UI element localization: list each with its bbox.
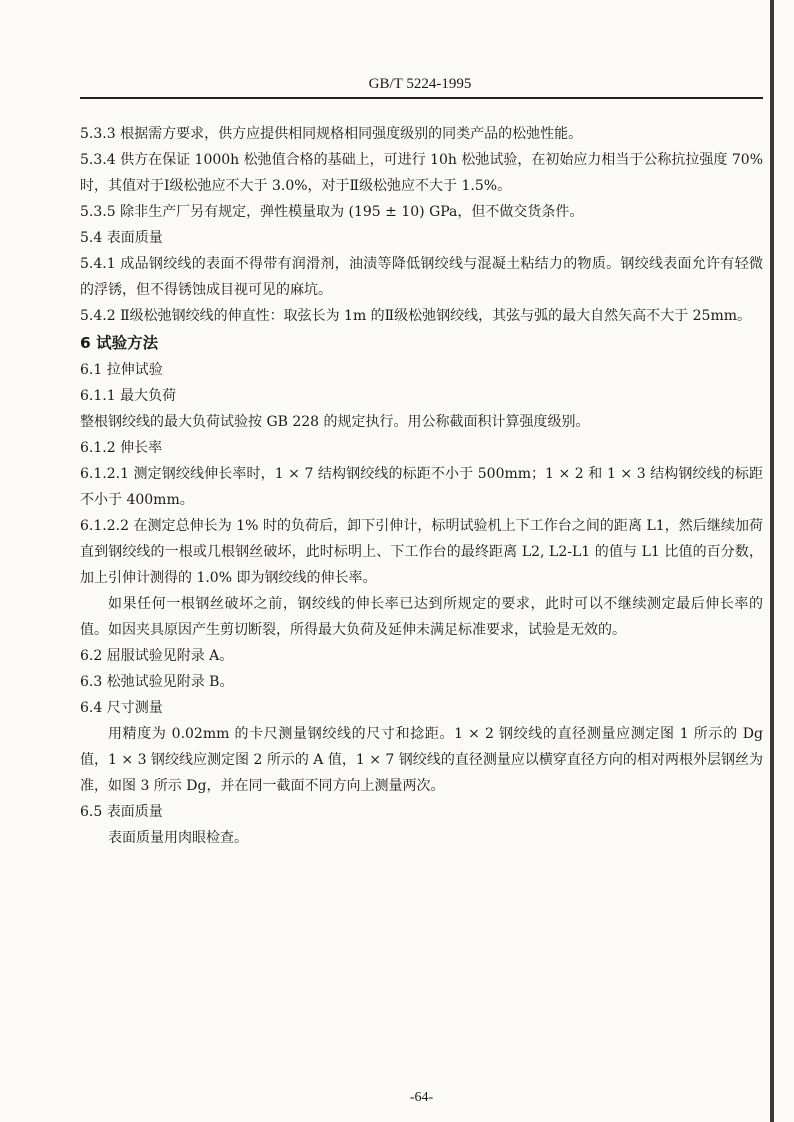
clause-6-1-2-2: 6.1.2.2 在测定总伸长为 1% 时的负荷后，卸下引伸计，标明试验机上下工作台之间的距离 L1，然后继续加荷直到钢绞线的一根或几根钢丝破坏，此时标明上、下工作台的最终距离 L2, L2-L1 的值与 L1 比值的百分数，加上引伸计测得的 1.0% 即为钢绞线的伸长率。 <box>80 518 763 586</box>
clause-6-1-2-2-continued: 如果任何一根钢丝破坏之前，钢绞线的伸长率已达到所规定的要求，此时可以不继续测定最后伸长率的值。如因夹具原因产生剪切断裂，所得最大负荷及延伸未满足标准要求，试验是无效的。 <box>80 596 763 638</box>
document-body <box>80 121 763 851</box>
clause-6-5-body: 表面质量用肉眼检查。 <box>108 830 248 846</box>
clause-6-1-2-heading: 6.1.2 伸长率 <box>80 440 163 456</box>
clause-6-2: 6.2 屈服试验见附录 A。 <box>80 648 234 664</box>
clause-6-1-1-body: 整根钢绞线的最大负荷试验按 GB 228 的规定执行。用公称截面积计算强度级别。 <box>80 414 590 430</box>
header-rule <box>80 97 763 99</box>
page-header: GB/T 5224-1995 <box>368 76 472 92</box>
clause-6-3: 6.3 松弛试验见附录 B。 <box>80 674 234 690</box>
clause-5-4-1: 5.4.1 成品钢绞线的表面不得带有润滑剂，油渍等降低钢绞线与混凝土粘结力的物质。钢绞线表面允许有轻微的浮锈，但不得锈蚀成目视可见的麻坑。 <box>80 256 763 298</box>
clause-6-1-2-1: 6.1.2.1 测定钢绞线伸长率时，1 × 7 结构钢绞线的标距不小于 500mm；1 × 2 和 1 × 3 结构钢绞线的标距不小于 400mm。 <box>80 466 763 508</box>
scan-edge <box>770 0 774 1122</box>
clause-5-4-heading: 5.4 表面质量 <box>80 230 163 246</box>
clause-6-4-body: 用精度为 0.02mm 的卡尺测量钢绞线的尺寸和捻距。1 × 2 钢绞线的直径测量应测定图 1 所示的 Dg 值，1 × 3 钢绞线应测定图 2 所示的 A 值，1 × 7 钢绞线的直径测量应以横穿直径方向的相对两根外层钢丝为准，如图 3 所示 Dg，并在同一截面不同方向上测量两次。 <box>80 726 763 794</box>
clause-6-1-heading: 6.1 拉伸试验 <box>80 362 163 378</box>
clause-5-3-3: 5.3.3 根据需方要求，供方应提供相同规格相同强度级别的同类产品的松弛性能。 <box>80 126 583 142</box>
clause-6-4-heading: 6.4 尺寸测量 <box>80 700 163 716</box>
clause-5-3-4: 5.3.4 供方在保证 1000h 松弛值合格的基础上，可进行 10h 松弛试验，在初始应力相当于公称抗拉强度 70% 时，其值对于Ⅰ级松弛应不大于 3.0%，对于Ⅱ级松弛应不大于 1.5%。 <box>80 152 763 194</box>
section-6-heading: 6 试验方法 <box>80 334 159 352</box>
clause-6-1-1-heading: 6.1.1 最大负荷 <box>80 388 177 404</box>
clause-6-5-heading: 6.5 表面质量 <box>80 804 163 820</box>
clause-5-4-2: 5.4.2 Ⅱ级松弛钢绞线的伸直性：取弦长为 1m 的Ⅱ级松弛钢绞线，其弦与弧的最大自然矢高不大于 25mm。 <box>80 308 751 324</box>
clause-5-3-5: 5.3.5 除非生产厂另有规定，弹性模量取为 (195 ± 10) GPa，但不做交货条件。 <box>80 204 584 220</box>
page-number: -64- <box>409 1090 434 1105</box>
